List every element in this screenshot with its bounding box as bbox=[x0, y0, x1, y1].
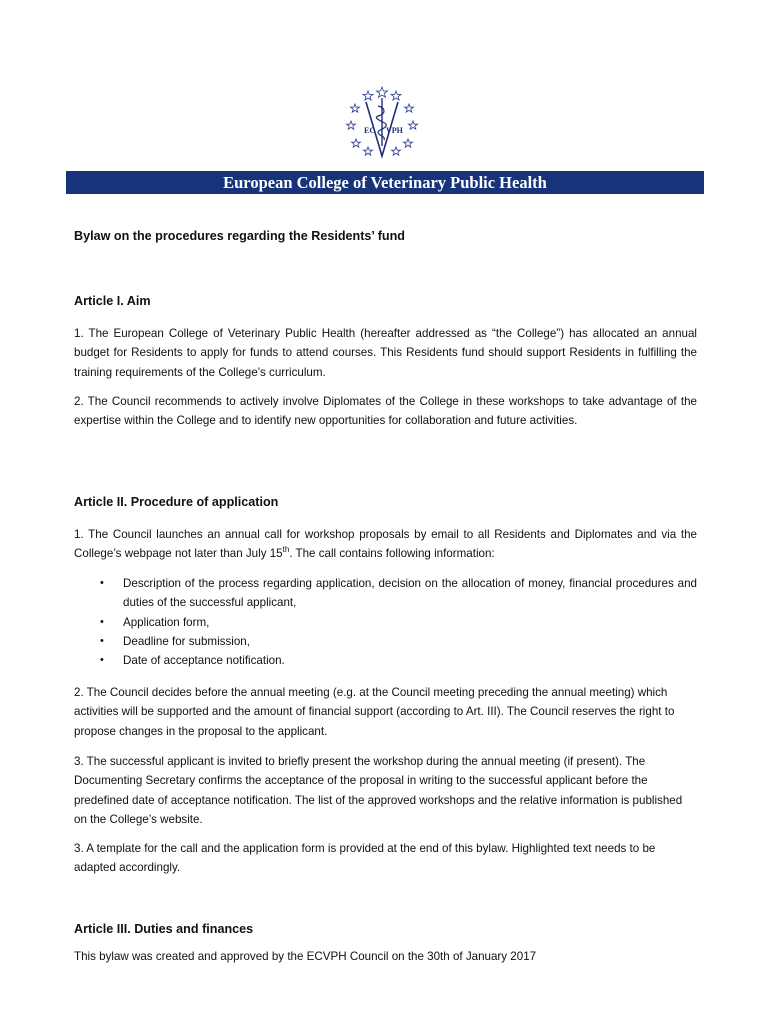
list-item-text: Deadline for submission, bbox=[123, 634, 250, 648]
bullet-icon: • bbox=[100, 634, 104, 647]
article-2-paragraph-4: 3. A template for the call and the application form is provided at the end of this bylaw. Highlighted text needs to be adapted accordingly. bbox=[74, 842, 656, 875]
college-banner bbox=[66, 171, 704, 194]
date-ordinal-suffix: th bbox=[282, 545, 290, 555]
bullet-icon: • bbox=[100, 654, 104, 667]
list-item-text: Application form, bbox=[123, 615, 210, 629]
ecvph-logo-icon bbox=[342, 84, 422, 164]
article-2-paragraph-3: 3. The successful applicant is invited to briefly present the workshop during the annual meeting (if present). The Documenting Secretary confirms the acceptance of the proposal in writing to the successful applicant before the predefined date of acceptance notification. The list of the approved workshops and the relative information is published on the College’s website. bbox=[74, 755, 683, 826]
approval-note: This bylaw was created and approved by the ECVPH Council on the 30th of January 2017 bbox=[74, 950, 537, 963]
list-item bbox=[74, 574, 697, 613]
article-2-heading: Article II. Procedure of application bbox=[74, 495, 279, 509]
list-item bbox=[74, 651, 697, 670]
list-item bbox=[74, 632, 697, 651]
article-1-heading: Article I. Aim bbox=[74, 294, 151, 308]
logo-left-text: EC bbox=[364, 126, 376, 135]
document-title: Bylaw on the procedures regarding the Residents’ fund bbox=[74, 229, 405, 243]
article-2-paragraph-1 bbox=[74, 525, 697, 564]
bullet-icon: • bbox=[100, 577, 104, 589]
list-item-text: Description of the process regarding application, decision on the allocation of money, financial procedures and duties of the successful applicant, bbox=[123, 577, 697, 610]
article-2-paragraph-1-end: . The call contains following information: bbox=[289, 547, 495, 561]
article-3-heading: Article III. Duties and finances bbox=[74, 922, 254, 936]
call-information-list bbox=[74, 574, 697, 670]
banner-title: European College of Veterinary Public Health bbox=[223, 173, 547, 192]
article-2-paragraph-1-text: 1. The Council launches an annual call for workshop proposals by email to all Residents and Diplomates and via the College’s webpage not later than July 15 bbox=[74, 528, 697, 561]
article-1-paragraph-2: 2. The Council recommends to actively involve Diplomates of the College in these workshops to take advantage of the expertise within the College and to identify new opportunities for collaboration and future activities. bbox=[74, 395, 697, 428]
list-item-text: Date of acceptance notification. bbox=[123, 654, 285, 668]
logo-right-text: VPH bbox=[386, 126, 403, 135]
bullet-icon: • bbox=[100, 615, 104, 628]
list-item bbox=[74, 613, 697, 632]
article-2-paragraph-2: 2. The Council decides before the annual meeting (e.g. at the Council meeting preceding the annual meeting) which activities will be supported and the amount of financial support (according to Art. III). The Council reserves the right to propose changes in the proposal to the applicant. bbox=[74, 686, 675, 738]
article-1-paragraph-1: 1. The European College of Veterinary Public Health (hereafter addressed as “the College”) has allocated an annual budget for Residents to apply for funds to attend courses. This Residents fund should support Residents in fulfilling the training requirements of the College’s curriculum. bbox=[74, 327, 697, 379]
